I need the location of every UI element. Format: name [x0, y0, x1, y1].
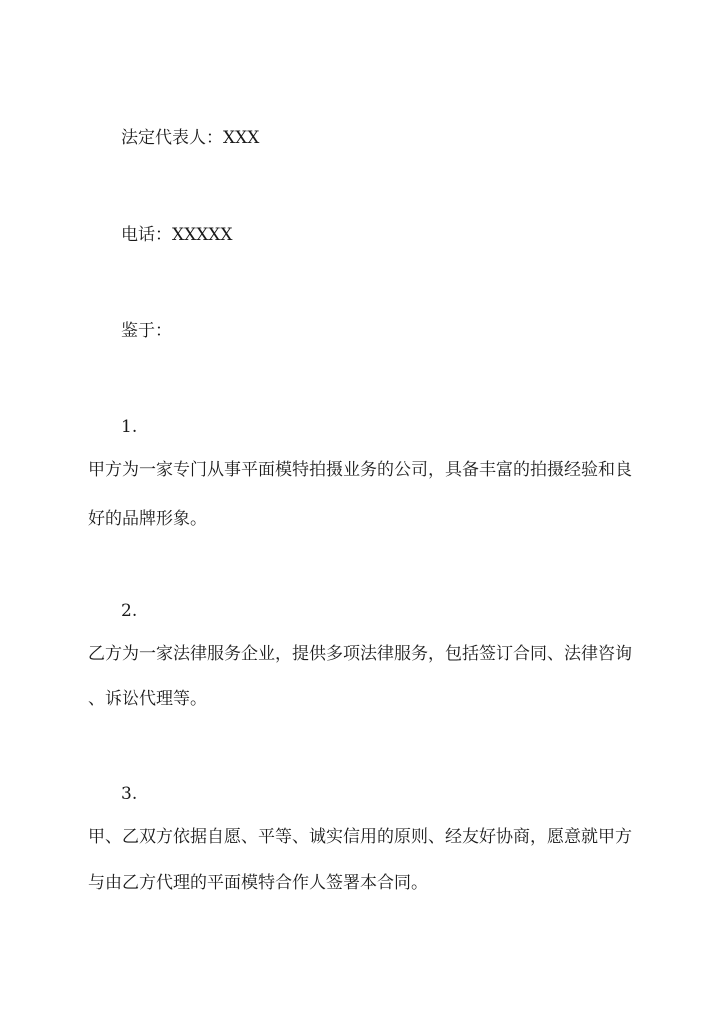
whereas-heading: 鉴于：: [121, 321, 172, 341]
item-2-text-line-1: 乙方为一家法律服务企业，提供多项法律服务，包括签订合同、法律咨询: [88, 644, 632, 664]
item-3-text-line-1: 甲、乙双方依据自愿、平等、诚实信用的原则、经友好协商，愿意就甲方: [88, 827, 632, 847]
item-2-text-line-2: 、诉讼代理等。: [88, 689, 207, 709]
phone-line: 电话：XXXXX: [121, 225, 233, 245]
item-number-3: 3.: [121, 784, 138, 804]
item-number-1: 1.: [121, 417, 138, 437]
item-3-text-line-2: 与由乙方代理的平面模特合作人签署本合同。: [88, 873, 428, 893]
legal-representative-line: 法定代表人：XXX: [121, 128, 260, 148]
item-1-text-line-2: 好的品牌形象。: [88, 509, 207, 529]
item-number-2: 2.: [121, 601, 138, 621]
item-1-text-line-1: 甲方为一家专门从事平面模特拍摄业务的公司，具备丰富的拍摄经验和良: [88, 460, 632, 480]
